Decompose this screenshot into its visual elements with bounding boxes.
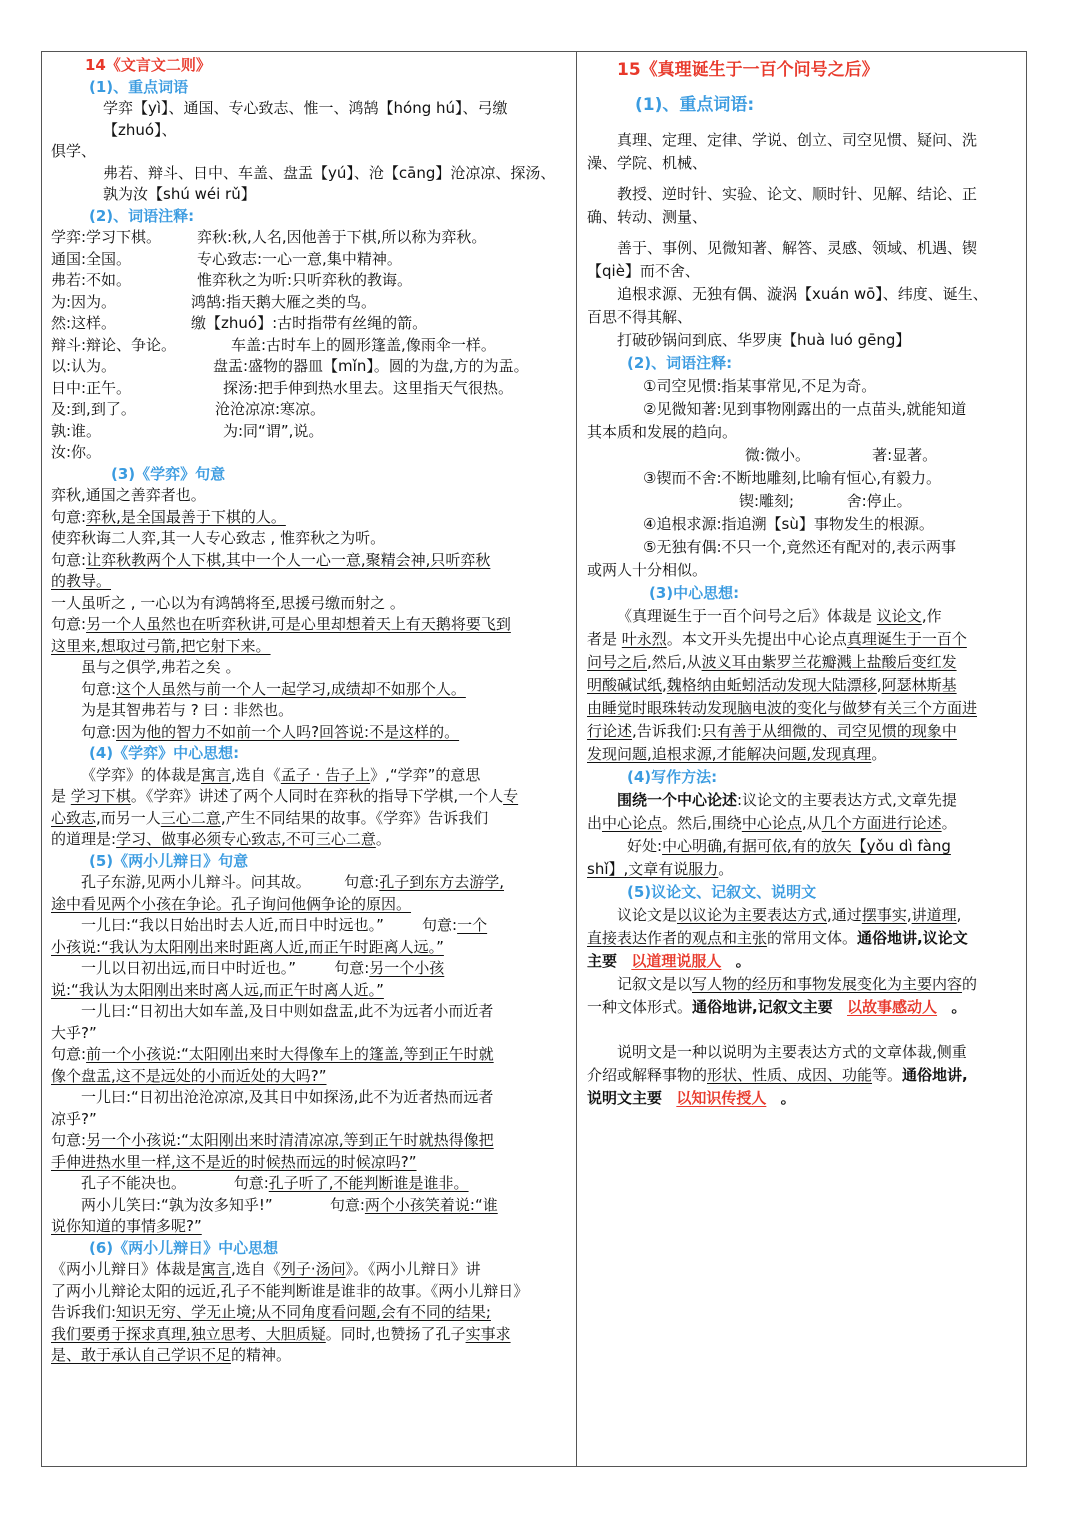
lesson-15-title: 15《真理诞生于一百个问号之后》 — [617, 60, 879, 80]
text-span: 等。 — [872, 1066, 903, 1084]
note-row — [51, 421, 569, 443]
answer-span: 魏格纳由蚯蚓活动发现大陆漂移 — [666, 676, 877, 694]
text-span: ,选自《 — [231, 765, 281, 784]
note-term: 为:因为。 — [51, 292, 117, 311]
note-row — [51, 442, 569, 464]
theme-line — [587, 720, 1019, 743]
translation-line — [51, 507, 569, 529]
bold-span: 通俗地讲,议论文 — [857, 929, 968, 947]
translation-label: 句意: — [51, 550, 87, 569]
text-span: 一儿以日初出远,而日中时近也。” — [81, 959, 297, 977]
text-span: 告诉我们: — [51, 1303, 117, 1321]
text-span: 两小儿笑曰:“孰为汝多知乎!” — [81, 1195, 273, 1214]
translation-line — [51, 1044, 569, 1066]
text-span: 介绍或解释事物的 — [587, 1066, 708, 1084]
genre-line — [587, 950, 1019, 973]
text-span: 。 — [375, 830, 391, 848]
answer-span: 中心明确,有据可依,有的放矢【yǒu dì fàng — [662, 837, 951, 855]
note-term: 鸿鹄:指天鹅大雁之类的鸟。 — [191, 292, 377, 311]
text-span: ,选自《 — [231, 1260, 281, 1278]
note-row — [51, 313, 569, 335]
translation-label: 句意: — [51, 615, 87, 633]
bold-span: 围绕一个中心论述 — [617, 791, 738, 809]
note-row — [51, 292, 569, 314]
genre-line: 说明文是一种以说明为主要表达方式的文章体裁,侧重 — [617, 1043, 967, 1061]
classical-line: 凉乎?” — [51, 1109, 97, 1128]
key-words-line: 打破砂锅问到底、华罗庚【huà luó gēng】 — [617, 331, 911, 349]
translation-label: 句意: — [81, 722, 117, 741]
note-row — [51, 227, 569, 249]
theme-line — [51, 1259, 569, 1281]
note-term: 缴【zhuó】:古时指带有丝绳的箭。 — [191, 314, 428, 332]
answer-span: 几个方面进行论述 — [821, 814, 942, 832]
note-row — [51, 378, 569, 400]
xueyi-theme-heading: (4)《学弈》中心思想: — [89, 744, 240, 762]
note-row — [51, 399, 569, 421]
text-span: 孔子东游,见两小儿辩斗。问其故。 — [81, 873, 311, 891]
text-span: 一种文体形式。 — [587, 998, 693, 1016]
answer-span: 写人物的经历和事物发展变化为主要内容 — [692, 975, 963, 993]
theme-line — [51, 1345, 569, 1367]
key-words-line: 百思不得其解、 — [587, 308, 693, 326]
note-line — [587, 490, 1019, 513]
answer-span: 寓言 — [201, 765, 232, 784]
theme-line — [51, 786, 569, 808]
theme-line — [587, 628, 1019, 651]
text-span: 《真理诞生于一百个问号之后》体裁是 — [617, 607, 873, 625]
answer-span: 明酸碱试纸 — [587, 676, 663, 694]
key-words-heading: (1)、重点词语 — [89, 77, 189, 96]
answer-span: 心致志 — [51, 808, 97, 827]
text-span: ,通过 — [827, 906, 862, 924]
red-answer: 以故事感动人 — [847, 998, 938, 1016]
text-span: 。 — [941, 814, 957, 832]
bold-span: 。 — [735, 952, 751, 970]
classical-line — [51, 958, 569, 980]
translation-label: 句意: — [51, 507, 87, 526]
note-line: ③锲而不舍:不断地雕刻,比喻有恒心,有毅力。 — [643, 469, 942, 487]
key-words-line: 真理、定理、定律、学说、创立、司空见惯、疑问、洗 — [617, 131, 978, 149]
translation-label: 句意: — [81, 679, 117, 698]
bold-span: 。 — [951, 998, 967, 1016]
answer-span: 由睡觉时眼珠转动发现脑电波的变化与做梦有关三个方面进 — [587, 699, 978, 717]
note-term: 学弈:学习下棋。 — [51, 228, 162, 246]
text-span: ,作 — [921, 607, 942, 625]
theme-line — [51, 808, 569, 830]
theme-line — [587, 605, 1019, 628]
translation-text: 另一个小孩说:“太阳刚出来时清清凉凉,等到正午时就热得像把 — [86, 1131, 494, 1149]
answer-span: 发现问题,追根求源,才能解决问题,发现真理 — [587, 745, 872, 763]
key-words-line: 孰为汝【shú wéi rǔ】 — [103, 185, 256, 203]
red-answer: 以道理说服人 — [631, 952, 722, 970]
text-span: 的精神。 — [231, 1346, 292, 1364]
text-span: 的常用文体。 — [767, 929, 858, 947]
genre-line — [587, 927, 1019, 950]
text-span: 。同时,也赞扬了孔子 — [325, 1324, 466, 1343]
answer-span: 知识无穷、学无止境;从不同角度看问题,会有不同的结果; — [116, 1303, 491, 1321]
text-span: 。 — [871, 745, 887, 763]
note-term: 弈秋:秋,人名,因他善于下棋,所以称为弈秋。 — [197, 228, 487, 246]
note-row — [51, 356, 569, 378]
note-term: 盘盂:盛物的器皿【mǐn】。圆的为盘,方的为盂。 — [213, 357, 529, 375]
note-term: 然:这样。 — [51, 314, 117, 332]
note-line — [587, 444, 1019, 467]
method-line — [587, 812, 1019, 835]
note-line: ②见微知著:见到事物刚露出的一点苗头,就能知道 — [643, 400, 967, 418]
answer-span: 三心二意 — [160, 808, 221, 827]
theme-line — [51, 765, 569, 787]
method-line — [587, 835, 1019, 858]
translation-label: 句意: — [51, 1131, 87, 1149]
text-span: , — [662, 676, 667, 694]
note-term: 惟弈秋之为听:只听弈秋的教诲。 — [197, 271, 413, 289]
theme-line — [587, 674, 1019, 697]
text-span: 》。《两小儿辩日》讲 — [345, 1260, 481, 1278]
classical-line — [51, 915, 569, 937]
note-term: 弗若:不如。 — [51, 271, 132, 289]
key-words-line: 善于、事例、见微知著、解答、灵感、领域、机遇、锲 — [617, 239, 978, 257]
answer-span: 议论文 — [876, 607, 922, 625]
translation-text: 手伸进热水里一样,这不是近的时候热而远的时候凉吗?” — [51, 1152, 417, 1171]
text-span: 者是 — [587, 630, 618, 648]
text-span: ,产生不同结果的故事。《学弈》告诉我们 — [220, 808, 489, 827]
text-span: 锲:雕刻; — [739, 492, 795, 510]
answer-span: 波义耳由紫罗兰花瓣溅上盐酸后变红发 — [701, 653, 957, 671]
translation-text: 另一个小孩 — [369, 959, 445, 977]
translation-text: 说:“我认为太阳刚出来时离人远,而正午时离人近。” — [51, 980, 384, 999]
translation-label: 句意: — [233, 1174, 269, 1192]
writing-method-heading: (4)写作方法: — [627, 768, 718, 786]
genre-line — [587, 996, 1019, 1019]
bold-span: 主要 — [587, 952, 618, 970]
red-answer: 以知识传授人 — [676, 1089, 767, 1107]
translation-text: 因为他的智力不如前一个人吗?回答说:不是这样的。 — [116, 722, 460, 741]
key-words-line: 学弈【yì】、通国、专心致志、惟一、鸿鹄【hóng hú】、弓缴【zhuó】、 — [103, 99, 508, 139]
translation-text: 一个 — [457, 916, 488, 934]
note-line: 其本质和发展的趋向。 — [587, 423, 738, 441]
classical-line: 一儿曰:“日初出大如车盖,及日中则如盘盂,此不为远者小而近者 — [81, 1002, 494, 1020]
answer-span: shǐ】,文章有说服力 — [587, 860, 719, 878]
text-span: 微:微小。 — [745, 446, 811, 464]
bold-span: 通俗地讲, — [902, 1066, 968, 1084]
answer-span: 形状、性质、成因、功能 — [707, 1066, 873, 1084]
key-words-line: 追根求源、无独有偶、漩涡【xuán wō】、纬度、诞生、 — [617, 285, 988, 303]
translation-text: 这里来,想取过弓箭,把它射下来。 — [51, 636, 271, 655]
answer-span: 只有善于从细微的、司空见惯的现象中 — [701, 722, 957, 740]
note-term: 及:到,到了。 — [51, 400, 136, 418]
text-span: 《两小儿辩日》体裁是 — [51, 1260, 202, 1278]
text-span: 《学弈》的体裁是 — [81, 765, 202, 784]
translation-text: 另一个人虽然也在听弈秋讲,可是心里却想着天上有天鹅将要飞到 — [86, 615, 511, 633]
translation-label: 句意: — [329, 1195, 365, 1214]
translation-label: 句意: — [422, 916, 458, 934]
answer-span: 学习、做事必须专心致志,不可三心二意 — [116, 830, 376, 848]
text-span: ,从 — [801, 814, 822, 832]
answer-span: 讲道理 — [911, 906, 957, 924]
method-line — [587, 789, 1019, 812]
translation-label: 句意: — [334, 959, 370, 977]
theme-line — [51, 829, 569, 851]
text-span: 出 — [587, 814, 603, 832]
genre-line — [587, 1064, 1019, 1087]
note-row — [51, 270, 569, 292]
answer-span: 摆事实 — [861, 906, 907, 924]
note-term: 专心致志:一心一意,集中精神。 — [197, 249, 402, 268]
word-notes-heading: (2)、词语注释: — [627, 354, 733, 372]
classical-line: 大乎?” — [51, 1023, 97, 1042]
answer-span: 学习下棋 — [70, 787, 131, 805]
translation-text: 途中看见两个小孩在争论。孔子询问他俩争论的原因。 — [51, 894, 412, 913]
text-span: , — [906, 906, 912, 924]
key-words-line: 弗若、辩斗、日中、车盖、盘盂【yú】、沧【cāng】沧凉凉、探汤、 — [103, 163, 556, 182]
translation-label: 句意: — [51, 1045, 87, 1063]
answer-span: 实事求 — [465, 1324, 511, 1343]
key-words-line: 确、转动、测量、 — [587, 208, 708, 226]
left-column — [51, 55, 569, 1367]
answer-span: 问号之后 — [587, 653, 648, 671]
translation-text: 小孩说:“我认为太阳刚出来时距离人近,而正午时距离人远。” — [51, 937, 444, 956]
bold-span: 说明文主要 — [587, 1089, 663, 1107]
text-span: 一儿曰:“我以日始出时去人近,而日中时远也。” — [81, 916, 384, 934]
word-notes-heading: (2)、词语注释: — [89, 206, 195, 225]
classical-line: 弈秋,通国之善弈者也。 — [51, 486, 206, 504]
note-row — [51, 249, 569, 271]
note-term: 沧沧凉凉:寒凉。 — [215, 400, 326, 418]
text-span: , — [876, 676, 882, 694]
answer-span: 叶永烈 — [621, 630, 667, 648]
key-words-line: 教授、逆时针、实验、论文、顺时针、见解、结论、正 — [617, 185, 978, 203]
answer-span: 真理诞生于一百个 — [846, 630, 967, 648]
theme-line — [51, 1324, 569, 1346]
answer-span: 直接表达作者的观点和主张 — [587, 929, 768, 947]
method-line — [587, 858, 1019, 881]
text-span: 。然后,围绕 — [662, 814, 742, 832]
note-term: 日中:正午。 — [51, 378, 132, 397]
classical-line — [51, 1195, 569, 1217]
theme-line — [587, 651, 1019, 674]
translation-line — [51, 722, 569, 744]
note-term: 车盖:古时车上的圆形篷盖,像雨伞一样。 — [231, 335, 496, 354]
translation-text: 前一个小孩说:“太阳刚出来时大得像车上的篷盖,等到正午时就 — [86, 1045, 494, 1063]
translation-text: 说你知道的事情多呢?” — [51, 1217, 202, 1235]
text-span: 。本文开头先提出中心论点 — [666, 630, 847, 648]
answer-span: 以议论为主要表达方式 — [677, 906, 828, 924]
translation-text: 让弈秋教两个人下棋,其中一个人一心一意,聚精会神,只听弈秋 — [86, 550, 491, 569]
translation-text: 弈秋,是全国最善于下棋的人。 — [86, 507, 286, 526]
theme-line: 了两小儿辩论太阳的远近,孔子不能判断谁是谁非的故事。《两小儿辩日》 — [51, 1281, 529, 1300]
text-span: 。《学弈》讲述了两个人同时在弈秋的指导下学棋,一个人 — [130, 787, 504, 805]
translation-text: 两个小孩笑着说:“谁 — [364, 1195, 498, 1214]
text-span: 是 — [51, 787, 67, 805]
translation-text: 孔子听了,不能判断谁是谁非。 — [268, 1174, 469, 1192]
answer-span: 专 — [503, 787, 519, 805]
classical-line: 使弈秋诲二人弈,其一人专心致志 , 惟弈秋之为听。 — [51, 529, 386, 547]
text-span: 好处: — [627, 837, 663, 855]
genre-line — [587, 904, 1019, 927]
text-span: 舍:停止。 — [846, 492, 912, 510]
text-span: 议论文是 — [617, 906, 678, 924]
lesson-14-title: 14《文言文二则》 — [85, 56, 211, 74]
genre-line — [587, 1087, 1019, 1110]
answer-span: 行论述 — [587, 722, 633, 740]
key-words-line: 澡、学院、机械、 — [587, 154, 708, 172]
classical-line: 一儿曰:“日初出沧沧凉凉,及其日中如探汤,此不为近者热而远者 — [81, 1088, 494, 1106]
answer-span: 阿瑟林斯基 — [881, 676, 957, 694]
translation-text: 孔子到东方去游学, — [379, 873, 505, 891]
translation-line — [51, 679, 569, 701]
answer-span: 我们要勇于探求真理,独立思考、大胆质疑 — [51, 1324, 326, 1343]
text-span: ,而另一人 — [96, 808, 161, 827]
note-term: 探汤:把手伸到热水里去。这里指天气很热。 — [223, 378, 514, 397]
liangxiaoer-theme-heading: (6)《两小儿辩日》中心思想 — [89, 1238, 279, 1257]
key-words-line: 俱学、 — [51, 142, 97, 160]
text-span: 孔子不能决也。 — [81, 1174, 187, 1192]
note-line: ⑤无独有偶:不只一个,竟然还有配对的,表示两事 — [643, 538, 957, 556]
translation-line — [51, 1130, 569, 1152]
bold-span: 。 — [780, 1089, 796, 1107]
classical-line — [51, 872, 569, 894]
column-divider — [576, 51, 577, 1467]
note-term: 辩斗:辩论、争论。 — [51, 335, 177, 354]
text-span: 。 — [718, 860, 734, 878]
note-line: 或两人十分相似。 — [587, 561, 708, 579]
note-term: 孰:谁。 — [51, 421, 102, 440]
translation-text: 像个盘盂,这不是远处的小而近处的大吗?” — [51, 1066, 327, 1085]
note-row — [51, 335, 569, 357]
text-span: :议论文的主要表达方式,文章先提 — [737, 791, 957, 809]
classical-line: 一人虽听之 , 一心以为有鸿鹄将至,思援弓缴而射之 。 — [51, 593, 405, 612]
note-line: ④追根求源:指追溯【sù】事物发生的根源。 — [643, 515, 934, 533]
xueyi-meaning-heading: (3)《学弈》句意 — [111, 464, 226, 483]
note-term: 通国:全国。 — [51, 249, 132, 268]
answer-span: 列子·汤问 — [280, 1260, 346, 1278]
text-span: 记叙文是以 — [617, 975, 693, 993]
text-span: ,告诉我们: — [632, 722, 702, 740]
note-line: ①司空见惯:指某事常见,不足为奇。 — [643, 377, 877, 395]
word-notes-list — [51, 227, 569, 464]
central-idea-heading: (3)中心思想: — [649, 584, 740, 602]
answer-span: 是、敢于承认自己学识不足 — [51, 1346, 232, 1364]
bold-span: 通俗地讲,记叙文主要 — [692, 998, 833, 1016]
classical-line: 虽与之俱学,弗若之矣 。 — [81, 658, 241, 676]
translation-label: 句意: — [344, 873, 380, 891]
liangxiaoer-meaning-heading: (5)《两小儿辩日》句意 — [89, 851, 249, 870]
text-span: 的 — [962, 975, 978, 993]
classical-line — [51, 1173, 569, 1195]
answer-span: 中心论点 — [741, 814, 802, 832]
classical-line: 为是其智弗若与 ? 曰 : 非然也。 — [81, 701, 294, 719]
genre-line — [587, 973, 1019, 996]
theme-line — [587, 743, 1019, 766]
text-span: 著:显著。 — [872, 446, 938, 464]
note-term: 为:同“谓”,说。 — [223, 421, 324, 440]
text-span: , — [956, 906, 962, 924]
key-words-line: 【qiè】而不舍、 — [587, 262, 700, 280]
translation-text: 的教导。 — [51, 572, 112, 590]
answer-span: 中心论点 — [602, 814, 663, 832]
note-term: 汝:你。 — [51, 443, 102, 461]
right-column — [587, 55, 1019, 1110]
text-span: 的道理是: — [51, 830, 117, 848]
translation-line — [51, 614, 569, 636]
text-span: ,然后,从 — [647, 653, 702, 671]
text-span: 》,“学弈”的意思 — [370, 765, 481, 784]
translation-line — [51, 550, 569, 572]
key-words-heading: (1)、重点词语: — [635, 95, 755, 115]
answer-span: 寓言 — [201, 1260, 232, 1278]
translation-text: 这个人虽然与前一个人一起学习,成绩却不如那个人。 — [116, 679, 466, 698]
theme-line — [51, 1302, 569, 1324]
answer-span: 孟子 · 告子上 — [280, 765, 371, 784]
genres-heading: (5)议论文、记叙文、说明文 — [627, 883, 817, 901]
note-term: 以:认为。 — [51, 357, 117, 375]
